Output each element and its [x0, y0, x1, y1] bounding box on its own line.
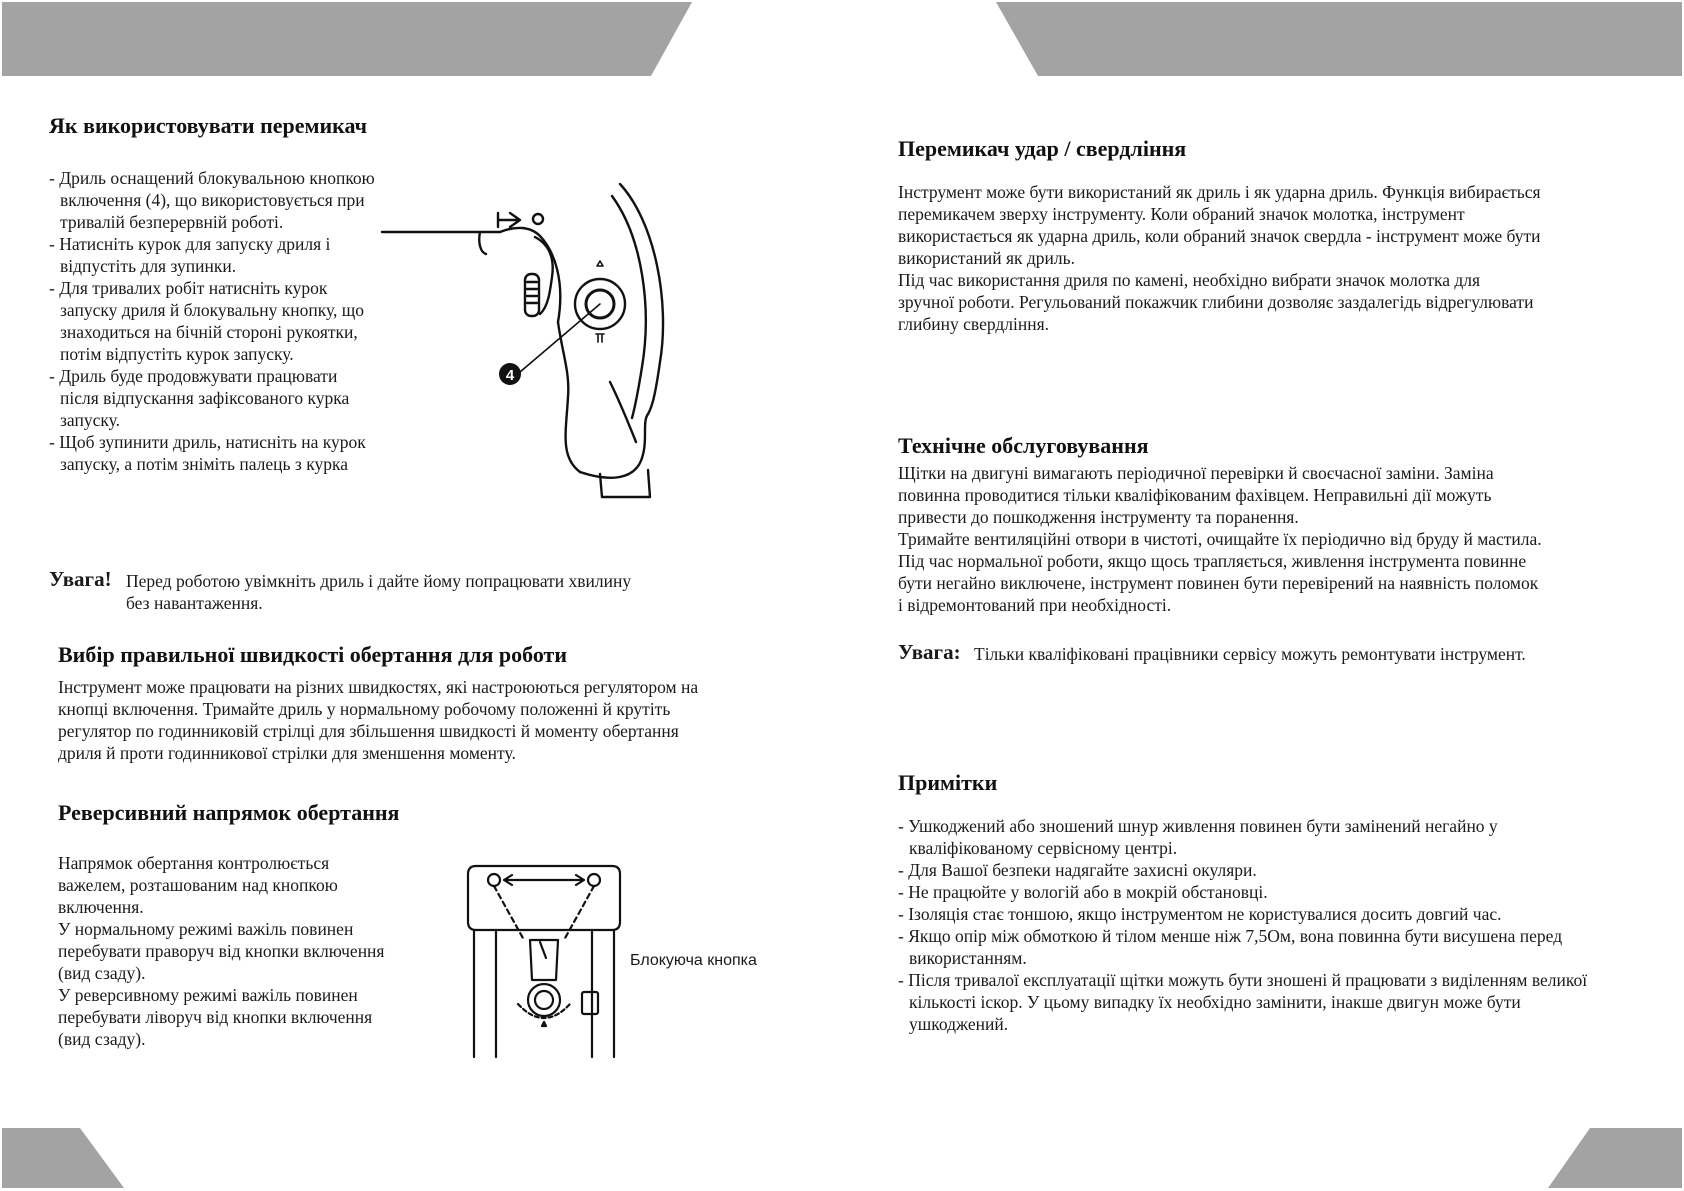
list-item: - Після тривалої експлуатації щітки можуть бути зношені й працювати з виділенням великої кількості іскор. У цьому випадку їх необхідно замінити, інакше двигун може бути ушкоджений. [898, 970, 1588, 1034]
reverse-lever-figure [466, 862, 636, 1062]
list-item: - Якщо опір між обмоткою й тілом менше ніж 7,5Ом, вона повинна бути висушена перед використанням. [898, 926, 1563, 968]
list-item: - Натисніть курок для запуску дриля і відпустіть для зупинки. [49, 234, 331, 276]
impact-section-title: Перемикач удар / свердління [898, 136, 1187, 161]
maintenance-section-title: Технічне обслуговування [898, 433, 1149, 458]
notes-section-title: Примітки [898, 770, 998, 795]
warning-label: Увага! [49, 567, 112, 591]
reverse-section-text: Напрямок обертання контролюється важелем, розташованим над кнопкою включення. У нормальному режимі важіль повинен перебувати праворуч від кнопки включення (вид сзаду). У реверсивному режимі важіль повинен перебувати ліворуч від кнопки включення (вид сзаду). [58, 853, 385, 1049]
top-right-banner [990, 0, 1684, 80]
list-item: - Ізоляція стає тоншою, якщо інструментом не користувалися досить довгий час. [898, 904, 1502, 924]
list-item: - Для Вашої безпеки надягайте захисні окуляри. [898, 860, 1257, 880]
list-item: - Щоб зупинити дриль, натисніть на курок запуску, а потім зніміть палець з курка [49, 432, 366, 474]
bottom-right-banner [1540, 1120, 1684, 1191]
drill-handle-figure [380, 182, 700, 522]
list-item: - Не працюйте у вологій або в мокрій обстановці. [898, 882, 1268, 902]
switch-section-title: Як використовувати перемикач [49, 113, 368, 138]
service-warning-label: Увага: [898, 640, 961, 664]
list-item: - Для тривалих робіт натисніть курок запуску дриля й блокувальну кнопку, що знаходиться на бічній стороні рукоятки, потім відпустіть курок запуску. [49, 278, 364, 364]
service-warning-text: Тільки кваліфіковані працівники сервісу можуть ремонтувати інструмент. [974, 644, 1526, 664]
reverse-section-title: Реверсивний напрямок обертання [58, 800, 400, 825]
speed-section-title: Вибір правильної швидкості обертання для роботи [58, 642, 568, 667]
speed-section-text: Інструмент може працювати на різних швидкостях, які настроюються регулятором на кнопці включення. Тримайте дриль у нормальному робочому положенні й крутіть регулятор по годинниковій стрілці для збільшення швидкості й моменту обертання дриля й проти годинникової стрілки для зменшення моменту. [58, 677, 699, 763]
warning-text: Перед роботою увімкніть дриль і дайте йому попрацювати хвилину без навантаження. [126, 571, 632, 613]
list-item: - Дриль оснащений блокувальною кнопкою включення (4), що використовується при тривалій безперервній роботі. [49, 168, 375, 232]
switch-instructions-list [49, 167, 375, 475]
maintenance-section-text: Щітки на двигуні вимагають періодичної перевірки й своєчасної заміни. Заміна повинна проводитися тільки кваліфікованим фахівцем. Неправильні дії можуть привести до пошкодження інструменту та поранення. Тримайте вентиляційні отвори в чистоті, очищайте їх періодично від бруду й мастила. Під час нормальної роботи, якщо щось трапляється, живлення інструмента повинне бути негайно виключене, інструмент повинен бути перевірений на наявність поломок і відремонтований при необхідності. [898, 463, 1542, 615]
figure-callout-number: 4 [505, 367, 515, 384]
impact-section-text: Інструмент може бути використаний як дриль і як ударна дриль. Функція вибирається перемикачем зверху інструменту. Коли обраний значок молотка, інструмент використається як ударна дриль, коли обраний значок свердла - інструмент може бути використаний як дриль. Під час використання дриля по камені, необхідно вибрати значок молотка для зручної роботи. Регульований покажчик глибини дозволяє заздалегідь відрегулювати глибину свердління. [898, 182, 1541, 334]
notes-list [898, 815, 1618, 1035]
top-left-banner [0, 0, 700, 80]
list-item: - Дриль буде продовжувати працювати після відпускання зафіксованого курка запуску. [49, 366, 350, 430]
list-item: - Ушкоджений або зношений шнур живлення повинен бути замінений негайно у кваліфікованому сервісному центрі. [898, 816, 1498, 858]
lock-button-label: Блокуюча кнопка [630, 952, 757, 969]
bottom-left-banner [0, 1120, 140, 1191]
